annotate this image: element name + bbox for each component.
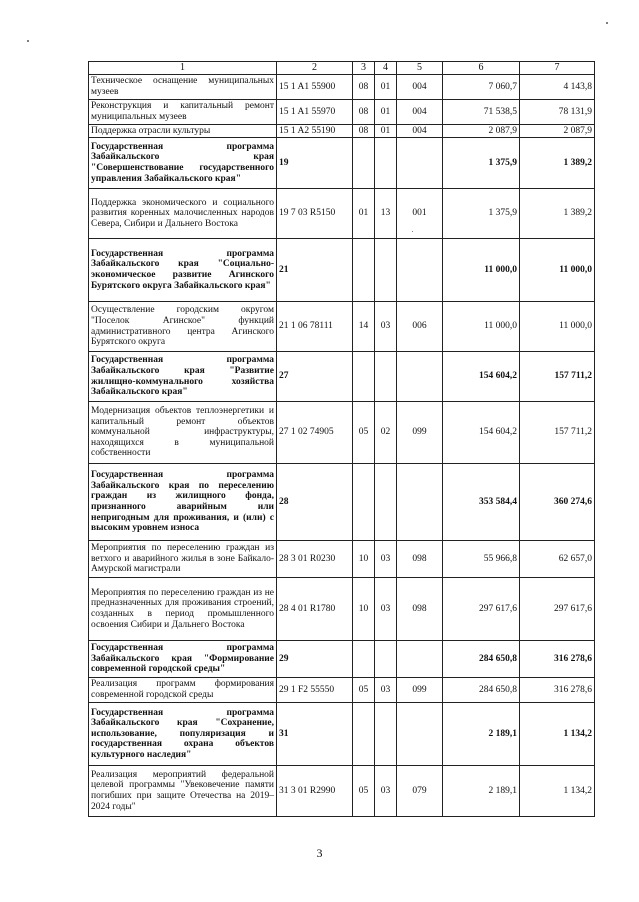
row-expense-type: 004 [397,75,443,100]
scan-speck [412,231,413,232]
row-amount-year2: 2 087,9 [520,125,595,138]
budget-table [88,61,595,817]
row-amount-year1: 284 650,8 [443,678,520,703]
row-name: Мероприятия по переселению граждан из ветхого и аварийного жилья в зоне Байкало-Амурской магистрали [89,541,277,578]
row-name: Государственная программа Забайкальского края "Социально-экономическое развитие Агинского Бурятского округа Забайкальского края" [89,239,277,302]
row-code: 27 1 02 74905 [277,402,353,464]
row-expense-type: 079 [397,766,443,817]
row-amount-year2: 360 274,6 [520,464,595,541]
row-amount-year2: 4 143,8 [520,75,595,100]
table-row [89,541,595,578]
row-section [353,239,375,302]
row-subsection: 03 [375,678,397,703]
row-code: 19 [277,138,353,189]
table-row [89,302,595,352]
row-name: Модернизация объектов теплоэнергетики и капитальный ремонт объектов коммунальной инфраструктуры, находящихся в муниципальной собственности [89,402,277,464]
row-section: 05 [353,678,375,703]
row-code: 28 [277,464,353,541]
row-expense-type: 006 [397,302,443,352]
page-number: 3 [316,846,323,860]
row-amount-year1: 154 604,2 [443,402,520,464]
row-amount-year1: 284 650,8 [443,641,520,678]
header-col-7: 7 [520,62,595,75]
scan-speck [27,40,29,42]
table-row [89,678,595,703]
row-amount-year2: 11 000,0 [520,302,595,352]
row-section [353,464,375,541]
row-subsection: 02 [375,402,397,464]
row-amount-year2: 297 617,6 [520,578,595,641]
header-col-3: 3 [353,62,375,75]
table-row [89,125,595,138]
row-name: Реализация мероприятий федеральной целевой программы "Увековечение памяти погибших при защите Отечества на 2019–2024 годы" [89,766,277,817]
row-amount-year1: 11 000,0 [443,239,520,302]
row-code: 28 4 01 R1780 [277,578,353,641]
row-amount-year2: 316 278,6 [520,678,595,703]
row-amount-year1: 297 617,6 [443,578,520,641]
header-col-1: 1 [89,62,277,75]
row-amount-year2: 78 131,9 [520,100,595,125]
table-row [89,402,595,464]
row-expense-type: 099 [397,678,443,703]
program-row [89,352,595,402]
row-amount-year1: 7 060,7 [443,75,520,100]
row-subsection [375,464,397,541]
row-section: 10 [353,578,375,641]
row-code: 15 1 A2 55190 [277,125,353,138]
row-expense-type [397,641,443,678]
program-row [89,138,595,189]
row-section: 01 [353,189,375,239]
row-amount-year2: 316 278,6 [520,641,595,678]
row-expense-type: 004 [397,125,443,138]
row-code: 29 [277,641,353,678]
row-subsection [375,703,397,766]
row-section [353,641,375,678]
table-row [89,189,595,239]
row-subsection: 03 [375,578,397,641]
row-section: 14 [353,302,375,352]
row-name: Государственная программа Забайкальского края по переселению граждан из жилищного фонда, признанного аварийным или непригодным для проживания, и (или) с высоким уровнем износа [89,464,277,541]
row-name: Реконструкция и капитальный ремонт муниципальных музеев [89,100,277,125]
table-row [89,75,595,100]
row-name: Поддержка отрасли культуры [89,125,277,138]
row-amount-year2: 157 711,2 [520,352,595,402]
row-subsection: 01 [375,75,397,100]
row-name: Мероприятия по переселению граждан из не предназначенных для проживания строений, созданных в период промышленного освоения Сибири и Дальнего Востока [89,578,277,641]
row-code: 28 3 01 R0230 [277,541,353,578]
row-subsection [375,641,397,678]
row-amount-year1: 2 189,1 [443,703,520,766]
row-amount-year2: 1 134,2 [520,766,595,817]
row-section: 05 [353,402,375,464]
row-section: 05 [353,766,375,817]
row-subsection: 01 [375,125,397,138]
row-name: Государственная программа Забайкальского края "Формирование современной городской среды" [89,641,277,678]
row-code: 29 1 F2 55550 [277,678,353,703]
row-name: Реализация программ формирования современной городской среды [89,678,277,703]
row-section: 08 [353,125,375,138]
row-expense-type [397,703,443,766]
row-subsection: 13 [375,189,397,239]
row-amount-year2: 1 134,2 [520,703,595,766]
row-expense-type: 098 [397,578,443,641]
row-code: 31 [277,703,353,766]
header-col-2: 2 [277,62,353,75]
row-section: 08 [353,100,375,125]
row-expense-type [397,138,443,189]
program-row [89,239,595,302]
row-subsection [375,239,397,302]
row-expense-type: 004 [397,100,443,125]
program-row [89,464,595,541]
scan-speck [606,22,608,24]
row-expense-type [397,239,443,302]
row-amount-year1: 2 189,1 [443,766,520,817]
table-row [89,100,595,125]
header-col-6: 6 [443,62,520,75]
row-section: 10 [353,541,375,578]
row-section [353,703,375,766]
row-amount-year2: 11 000,0 [520,239,595,302]
row-code: 27 [277,352,353,402]
row-code: 15 1 A1 55900 [277,75,353,100]
row-name: Государственная программа Забайкальского края "Совершенствование государственного управления Забайкальского края" [89,138,277,189]
row-amount-year1: 1 375,9 [443,138,520,189]
row-amount-year2: 1 389,2 [520,189,595,239]
row-expense-type: 098 [397,541,443,578]
row-section: 08 [353,75,375,100]
program-row [89,641,595,678]
table-body [89,62,595,817]
row-subsection: 03 [375,766,397,817]
table-row [89,766,595,817]
row-name: Поддержка экономического и социального развития коренных малочисленных народов Севера, Сибири и Дальнего Востока [89,189,277,239]
row-amount-year2: 157 711,2 [520,402,595,464]
row-expense-type: 001 [397,189,443,239]
row-subsection: 03 [375,302,397,352]
table-header-row [89,62,595,75]
row-section [353,138,375,189]
program-row [89,703,595,766]
row-subsection [375,138,397,189]
row-code: 19 7 03 R5150 [277,189,353,239]
row-code: 31 3 01 R2990 [277,766,353,817]
row-subsection: 03 [375,541,397,578]
row-code: 21 [277,239,353,302]
row-amount-year1: 71 538,5 [443,100,520,125]
row-code: 21 1 06 78111 [277,302,353,352]
row-amount-year2: 62 657,0 [520,541,595,578]
row-code: 15 1 A1 55970 [277,100,353,125]
row-amount-year1: 1 375,9 [443,189,520,239]
row-amount-year1: 353 584,4 [443,464,520,541]
row-subsection [375,352,397,402]
row-name: Техническое оснащение муниципальных музеев [89,75,277,100]
row-name: Государственная программа Забайкальского края "Развитие жилищно-коммунального хозяйства Забайкальского края" [89,352,277,402]
row-name: Осуществление городским округом "Поселок Агинское" функций административного центра Агинского Бурятского округа [89,302,277,352]
row-section [353,352,375,402]
row-amount-year1: 11 000,0 [443,302,520,352]
row-subsection: 01 [375,100,397,125]
row-expense-type [397,352,443,402]
row-amount-year1: 55 966,8 [443,541,520,578]
header-col-4: 4 [375,62,397,75]
row-name: Государственная программа Забайкальского края "Сохранение, использование, популяризация и государственная охрана объектов культурного наследия" [89,703,277,766]
row-amount-year1: 154 604,2 [443,352,520,402]
table-row [89,578,595,641]
row-expense-type: 099 [397,402,443,464]
row-amount-year2: 1 389,2 [520,138,595,189]
row-amount-year1: 2 087,9 [443,125,520,138]
header-col-5: 5 [397,62,443,75]
row-expense-type [397,464,443,541]
